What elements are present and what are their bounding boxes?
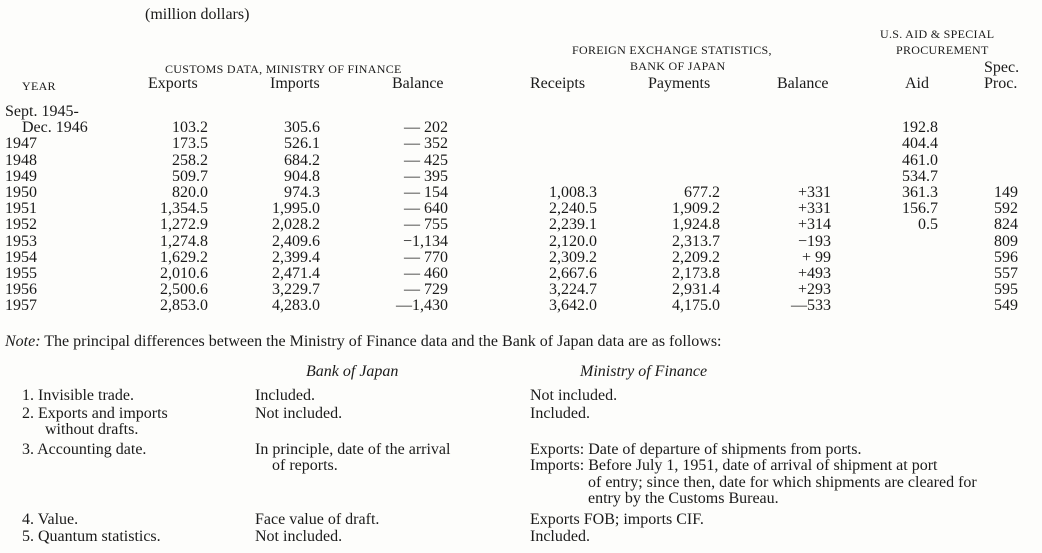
note-item-mof: Included. (530, 528, 590, 545)
spec-proc-header-line1: Spec. (984, 59, 1020, 76)
cell-exports: 509.7 (172, 167, 208, 185)
cell-exports: 103.2 (172, 119, 208, 137)
cell-balance: — 395 (404, 167, 448, 185)
cell-spec: 595 (994, 281, 1018, 299)
cell-aid: 534.7 (902, 167, 938, 185)
cell-payments: 2,173.8 (672, 265, 720, 282)
cell-exports: 1,354.5 (160, 200, 208, 218)
note-item-mof: Included. (530, 405, 590, 422)
payments-header: Payments (648, 75, 711, 92)
cell-imports: 2,409.6 (272, 232, 320, 250)
cell-fx-balance: +331 (797, 184, 831, 201)
cell-exports: 1,272.9 (160, 216, 208, 234)
cell-balance: — 352 (404, 135, 448, 153)
cell-balance: — 425 (404, 151, 448, 169)
note-item-mof: Exports FOB; imports CIF. (530, 511, 704, 528)
cell-receipts: 2,667.6 (549, 265, 597, 282)
cell-imports: 974.3 (284, 184, 320, 201)
balance-header: Balance (392, 75, 444, 92)
cell-payments: 677.2 (684, 184, 720, 201)
cell-imports: 684.2 (284, 151, 320, 169)
cell-balance: — 460 (404, 265, 448, 282)
cell-balance: — 755 (404, 216, 448, 234)
cell-fx-balance: −193 (797, 232, 831, 250)
aid-group-header-line2: PROCUREMENT (896, 43, 989, 57)
cell-payments: 2,209.2 (672, 248, 720, 266)
cell-payments: 1,909.2 (672, 200, 720, 218)
cell-balance: — 729 (404, 281, 448, 299)
cell-exports: 820.0 (172, 184, 208, 201)
cell-spec: 149 (994, 184, 1018, 201)
cell-imports: 904.8 (284, 167, 320, 185)
cell-exports: 258.2 (172, 151, 208, 169)
cell-aid: 361.3 (902, 184, 938, 201)
cell-imports: 1,995.0 (272, 200, 320, 218)
cell-spec: 592 (994, 200, 1018, 218)
aid-group-header-line1: U.S. AID & SPECIAL (880, 27, 995, 41)
row-year: 1947 (5, 135, 37, 153)
cell-fx-balance: —533 (791, 297, 831, 315)
note-item-mof: Not included. (530, 387, 618, 404)
fx-group-header-line1: FOREIGN EXCHANGE STATISTICS, (572, 43, 772, 57)
cell-imports: 3,229.7 (272, 281, 320, 299)
row-year: 1955 (5, 265, 37, 282)
note-col-mof: Ministry of Finance (580, 363, 708, 380)
cell-exports: 173.5 (172, 135, 208, 153)
aid-header: Aid (905, 75, 929, 92)
cell-imports: 2,471.4 (272, 265, 320, 282)
receipts-header: Receipts (530, 75, 586, 92)
note-item-label: 4. Value. (22, 511, 79, 528)
cell-exports: 2,010.6 (160, 265, 208, 282)
cell-aid: 156.7 (902, 200, 938, 218)
note-item-boj: Face value of draft. (255, 511, 380, 528)
note-item-label: 2. Exports and imports (22, 405, 168, 422)
note-item-mof: Exports: Date of departure of shipments from ports. (530, 441, 862, 458)
row-year: Sept. 1945- (5, 103, 79, 120)
cell-exports: 1,629.2 (160, 248, 208, 266)
note-item-boj: In principle, date of the arrival (255, 441, 451, 458)
note-item-mof: of entry; since then, date for which shipments are cleared for (588, 473, 977, 491)
row-year: 1949 (5, 167, 37, 185)
note-item-boj: Not included. (255, 405, 343, 422)
note-item-label: 5. Quantum statistics. (22, 528, 161, 545)
cell-exports: 2,853.0 (160, 297, 208, 315)
note-item-mof: entry by the Customs Bureau. (588, 490, 779, 508)
spec-proc-header-line2: Proc. (984, 75, 1018, 92)
cell-imports: 526.1 (284, 135, 320, 153)
row-year: 1957 (5, 297, 37, 315)
cell-fx-balance: +493 (797, 265, 831, 282)
cell-fx-balance: + 99 (801, 248, 831, 266)
cell-receipts: 3,642.0 (549, 297, 597, 315)
note-text: The principal differences between the Ministry of Finance data and the Bank of Japan data are as follows: (40, 333, 722, 350)
cell-receipts: 2,309.2 (549, 248, 597, 266)
cell-aid: 461.0 (902, 151, 938, 169)
cell-payments: 2,313.7 (672, 232, 720, 250)
note-item-boj: Not included. (255, 528, 343, 545)
cell-receipts: 3,224.7 (549, 281, 597, 299)
row-year: 1953 (5, 232, 37, 250)
cell-payments: 2,931.4 (672, 281, 720, 299)
imports-header: Imports (270, 75, 320, 92)
note-line (5, 333, 722, 351)
cell-payments: 1,924.8 (672, 216, 720, 234)
note-item-boj: Included. (255, 387, 315, 404)
fx-balance-header: Balance (777, 75, 829, 92)
note-label: Note: (5, 333, 41, 350)
cell-fx-balance: +331 (797, 200, 831, 218)
cell-exports: 1,274.8 (160, 232, 208, 250)
cell-aid: 192.8 (902, 119, 938, 137)
cell-imports: 305.6 (284, 119, 320, 137)
row-year: 1956 (5, 281, 37, 299)
note-item-mof: Imports: Before July 1, 1951, date of arrival of shipment at port (530, 457, 938, 475)
fx-group-header-line2: BANK OF JAPAN (630, 59, 726, 73)
cell-balance: — 202 (404, 119, 448, 137)
cell-aid: 404.4 (902, 135, 938, 153)
note-item-boj: of reports. (272, 457, 338, 475)
note-item-label: 1. Invisible trade. (22, 387, 134, 404)
cell-exports: 2,500.6 (160, 281, 208, 299)
cell-imports: 2,028.2 (272, 216, 320, 234)
cell-spec: 549 (994, 297, 1018, 315)
cell-balance: — 640 (404, 200, 448, 218)
cell-spec: 557 (994, 265, 1018, 282)
cell-receipts: 1,008.3 (549, 184, 597, 201)
cell-aid: 0.5 (918, 216, 938, 234)
unit-label: (million dollars) (145, 6, 250, 23)
exports-header: Exports (148, 75, 198, 92)
cell-spec: 809 (994, 232, 1018, 250)
cell-imports: 2,399.4 (272, 248, 320, 266)
customs-group-header: CUSTOMS DATA, MINISTRY OF FINANCE (165, 62, 402, 76)
cell-receipts: 2,240.5 (549, 200, 597, 218)
year-header: YEAR (22, 79, 56, 93)
row-year: 1952 (5, 216, 37, 234)
cell-spec: 596 (994, 248, 1018, 266)
cell-balance: — 770 (404, 248, 448, 266)
cell-fx-balance: +314 (797, 216, 831, 234)
note-item-label: without drafts. (45, 421, 139, 439)
cell-spec: 824 (994, 216, 1018, 234)
note-col-boj: Bank of Japan (306, 363, 399, 380)
cell-balance: —1,430 (396, 297, 448, 315)
row-year: Dec. 1946 (22, 119, 88, 137)
cell-balance: — 154 (404, 184, 448, 201)
cell-fx-balance: +293 (797, 281, 831, 299)
cell-payments: 4,175.0 (672, 297, 720, 315)
cell-receipts: 2,239.1 (549, 216, 597, 234)
row-year: 1950 (5, 184, 37, 201)
row-year: 1951 (5, 200, 37, 218)
row-year: 1954 (5, 248, 37, 266)
cell-balance: −1,134 (402, 232, 448, 250)
cell-imports: 4,283.0 (272, 297, 320, 315)
row-year: 1948 (5, 151, 37, 169)
note-item-label: 3. Accounting date. (22, 441, 147, 458)
cell-receipts: 2,120.0 (549, 232, 597, 250)
